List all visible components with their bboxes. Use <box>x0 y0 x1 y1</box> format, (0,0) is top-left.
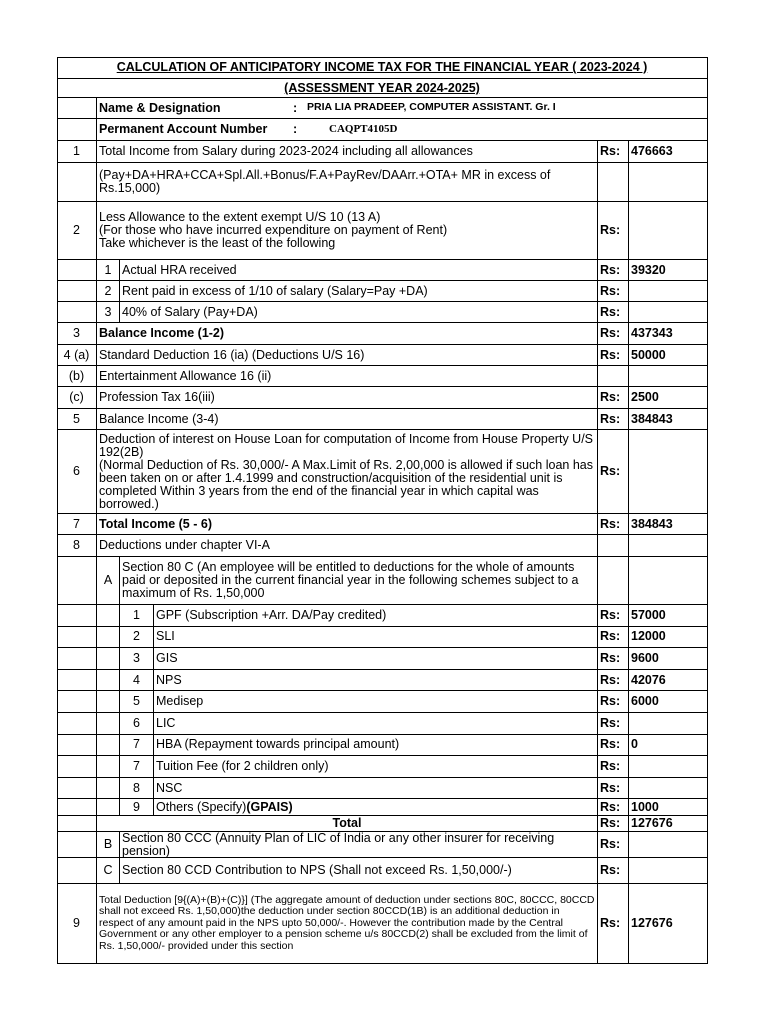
name-label <box>97 98 708 119</box>
item-5-text-text: LIC <box>156 715 176 730</box>
r1-value-text: 476663 <box>631 144 673 158</box>
r1-currency-text: Rs: <box>600 144 621 158</box>
r4b-no-text: (b) <box>68 368 85 383</box>
r8b-letter-text: B <box>103 837 113 852</box>
r2_1-text-text: Actual HRA received <box>122 262 237 277</box>
r5-value <box>629 409 708 430</box>
item-0-no <box>120 605 154 627</box>
r4b-no <box>57 366 97 387</box>
r8c-text <box>120 858 598 884</box>
item-1-pad2 <box>97 627 120 649</box>
r2_2-pad <box>57 281 97 302</box>
r1b-currency <box>598 163 629 202</box>
item-2-value-text: 9600 <box>631 650 659 665</box>
item-6-pad2 <box>97 735 120 757</box>
item-1-text-text: SLI <box>156 629 175 644</box>
r5-currency-text: Rs: <box>600 411 621 426</box>
item-5-currency-text: Rs: <box>600 715 621 730</box>
r2_3-pad <box>57 302 97 323</box>
r8b-letter <box>97 832 120 858</box>
r4a-currency-text: Rs: <box>600 347 621 362</box>
r8b-currency-text: Rs: <box>600 837 621 852</box>
r4b-text-text: Entertainment Allowance 16 (ii) <box>99 368 272 383</box>
item-3-pad1 <box>57 670 97 692</box>
total-pad <box>57 816 97 832</box>
item-7-currency-text: Rs: <box>600 758 621 773</box>
r8a-text <box>120 557 598 605</box>
item-3-currency <box>598 670 629 692</box>
item-7-pad2 <box>97 756 120 778</box>
r1-no <box>57 141 97 163</box>
r2_2-currency <box>598 281 629 302</box>
r2_1-no-text: 1 <box>104 262 112 277</box>
others-text-bold-text: (GPAIS) <box>246 799 293 814</box>
r2_3-currency <box>598 302 629 323</box>
item-3-value <box>629 670 708 692</box>
pan-label <box>97 119 708 141</box>
r8a-value <box>629 557 708 605</box>
r8a-letter-text: A <box>103 573 113 587</box>
r5-text-text: Balance Income (3-4) <box>99 411 219 426</box>
r8b-text <box>120 832 598 858</box>
r8a-text-text: Section 80 C (An employee will be entitled to deductions for the whole of amounts paid or deposited in the current financial year in the following schemes subject to a maximum of Rs. 1,50,000 <box>122 560 579 600</box>
item-3-text <box>154 670 598 692</box>
item-4-currency <box>598 691 629 713</box>
r1-no-text: 1 <box>73 144 80 158</box>
item-6-no <box>120 735 154 757</box>
r7-value-text: 384843 <box>631 516 673 531</box>
r2_3-no <box>97 302 120 323</box>
r4b-text <box>97 366 598 387</box>
r3-currency <box>598 323 629 345</box>
r8-text-text: Deductions under chapter VI-A <box>99 538 270 552</box>
r3-currency-text: Rs: <box>600 326 621 340</box>
others-no-text: 9 <box>133 799 140 814</box>
r4b-value <box>629 366 708 387</box>
subtitle: (ASSESSMENT YEAR 2024-2025) <box>57 79 708 98</box>
name-label-text: Name & Designation <box>99 100 221 115</box>
r9-value-text: 127676 <box>631 916 673 931</box>
r7-currency <box>598 514 629 535</box>
item-0-pad1 <box>57 605 97 627</box>
r7-value <box>629 514 708 535</box>
item-5-currency <box>598 713 629 735</box>
r2_2-text <box>120 281 598 302</box>
item-0-no-text: 1 <box>133 607 140 622</box>
r4c-currency <box>598 387 629 409</box>
r6-currency-text: Rs: <box>600 464 621 478</box>
r5-value-text: 384843 <box>631 411 673 426</box>
pan-value: CAQPT4105D <box>329 123 398 135</box>
item-1-pad1 <box>57 627 97 649</box>
r7-no-text: 7 <box>73 516 80 531</box>
r1-currency <box>598 141 629 163</box>
item-6-no-text: 7 <box>133 737 140 752</box>
others-no <box>120 799 154 816</box>
item-0-value <box>629 605 708 627</box>
r2_2-text-text: Rent paid in excess of 1/10 of salary (Salary=Pay +DA) <box>122 283 428 298</box>
item-8-no-text: 8 <box>133 780 140 795</box>
r1b-no <box>57 163 97 202</box>
others-text-text: Others (Specify) <box>156 799 247 814</box>
item-6-currency <box>598 735 629 757</box>
total-value <box>629 816 708 832</box>
r8a-currency <box>598 557 629 605</box>
r2_2-no <box>97 281 120 302</box>
r8b-text-text: Section 80 CCC (Annuity Plan of LIC of India or any other insurer for receiving pension) <box>122 832 555 858</box>
r6-value <box>629 430 708 514</box>
r9-value <box>629 884 708 964</box>
r2_1-value-text: 39320 <box>631 262 666 277</box>
r8c-letter-text: C <box>103 863 113 878</box>
others-currency <box>598 799 629 816</box>
item-7-value <box>629 756 708 778</box>
item-5-pad2 <box>97 713 120 735</box>
r4a-text-text: Standard Deduction 16 (ia) (Deductions U/S 16) <box>99 347 365 362</box>
item-7-text-text: Tuition Fee (for 2 children only) <box>156 758 329 773</box>
item-4-value-text: 6000 <box>631 694 659 709</box>
tax-calculation-sheet <box>57 57 708 964</box>
item-8-no <box>120 778 154 800</box>
item-8-currency-text: Rs: <box>600 780 621 795</box>
r2_1-no <box>97 260 120 281</box>
r8-no-text: 8 <box>73 538 80 552</box>
r9-no-text: 9 <box>73 916 80 931</box>
item-6-value-text: 0 <box>631 737 638 752</box>
r1b-text <box>97 163 598 202</box>
pan-colon: : <box>293 122 298 136</box>
r8b-value <box>629 832 708 858</box>
item-5-no <box>120 713 154 735</box>
item-8-text <box>154 778 598 800</box>
item-8-pad1 <box>57 778 97 800</box>
r2_2-value <box>629 281 708 302</box>
r2-currency <box>598 202 629 260</box>
r1-text-text: Total Income from Salary during 2023-2024 including all allowances <box>99 144 473 158</box>
r7-no <box>57 514 97 535</box>
total-label-text: Total <box>332 816 362 831</box>
r8c-letter <box>97 858 120 884</box>
item-5-text <box>154 713 598 735</box>
r2_3-no-text: 3 <box>104 304 112 319</box>
item-1-no <box>120 627 154 649</box>
item-2-currency <box>598 648 629 670</box>
item-2-no <box>120 648 154 670</box>
item-0-currency-text: Rs: <box>600 607 621 622</box>
item-1-text <box>154 627 598 649</box>
others-pad2 <box>97 799 120 816</box>
r2_2-currency-text: Rs: <box>600 283 621 298</box>
r8a-letter <box>97 557 120 605</box>
item-7-no-text: 7 <box>133 758 140 773</box>
item-2-value <box>629 648 708 670</box>
item-7-no <box>120 756 154 778</box>
r4c-value <box>629 387 708 409</box>
others-currency-text: Rs: <box>600 799 621 814</box>
r2-value <box>629 202 708 260</box>
item-4-currency-text: Rs: <box>600 694 621 709</box>
title: CALCULATION OF ANTICIPATORY INCOME TAX FOR THE FINANCIAL YEAR ( 2023-2024 ) <box>57 57 708 79</box>
r8-text <box>97 535 598 557</box>
r4c-text <box>97 387 598 409</box>
item-7-pad1 <box>57 756 97 778</box>
name-value: PRIA LIA PRADEEP, COMPUTER ASSISTANT. Gr. I <box>307 101 556 114</box>
others-pad1 <box>57 799 97 816</box>
item-6-pad1 <box>57 735 97 757</box>
r9-text <box>97 884 598 964</box>
r6-text-text: Deduction of interest on House Loan for computation of Income from House Property U/S 192(2B) (Normal Deduction of Rs. 30,000/- A Max.Limit of Rs. 2,00,000 is allowed if such loan has been taken on or after 1.4.1999 and construction/acquisition of the residential unit is completed Within 3 years from the end of the financial year in which capital was borrowed.) <box>99 431 594 511</box>
r6-text <box>97 430 598 514</box>
item-2-text-text: GIS <box>156 650 178 665</box>
r2_1-pad <box>57 260 97 281</box>
r2-text-text: Less Allowance to the extent exempt U/S 10 (13 A) (For those who have incurred expenditure on payment of Rent) Take whichever is the least of the following <box>99 210 448 250</box>
item-4-value <box>629 691 708 713</box>
item-5-pad1 <box>57 713 97 735</box>
item-0-text-text: GPF (Subscription +Arr. DA/Pay credited) <box>156 607 387 622</box>
total-value-text: 127676 <box>631 816 673 831</box>
r9-currency-text: Rs: <box>600 916 621 931</box>
r7-text <box>97 514 598 535</box>
r3-no <box>57 323 97 345</box>
r1-value <box>629 141 708 163</box>
r3-no-text: 3 <box>73 326 80 340</box>
r6-currency <box>598 430 629 514</box>
others-value-text: 1000 <box>631 799 659 814</box>
r8-no <box>57 535 97 557</box>
r3-value-text: 437343 <box>631 326 673 340</box>
pan-no-cell <box>57 119 97 141</box>
r8c-pad <box>57 858 97 884</box>
item-3-text-text: NPS <box>156 672 182 687</box>
r8b-pad <box>57 832 97 858</box>
item-0-currency <box>598 605 629 627</box>
r2_3-currency-text: Rs: <box>600 304 621 319</box>
item-8-pad2 <box>97 778 120 800</box>
r4b-currency <box>598 366 629 387</box>
others-text <box>154 799 598 816</box>
item-6-currency-text: Rs: <box>600 737 621 752</box>
item-1-no-text: 2 <box>133 629 140 644</box>
r2_1-value <box>629 260 708 281</box>
item-2-no-text: 3 <box>133 650 140 665</box>
item-5-no-text: 6 <box>133 715 140 730</box>
item-4-text <box>154 691 598 713</box>
total-currency <box>598 816 629 832</box>
item-6-text-text: HBA (Repayment towards principal amount) <box>156 737 400 752</box>
r3-text <box>97 323 598 345</box>
r4a-value <box>629 345 708 366</box>
item-1-currency <box>598 627 629 649</box>
r5-currency <box>598 409 629 430</box>
item-6-value <box>629 735 708 757</box>
r2_3-text <box>120 302 598 323</box>
item-3-no-text: 4 <box>133 672 140 687</box>
r4c-value-text: 2500 <box>631 390 659 404</box>
item-1-value <box>629 627 708 649</box>
r2_1-currency-text: Rs: <box>600 262 621 277</box>
r4a-text <box>97 345 598 366</box>
r8-value <box>629 535 708 557</box>
r2-text <box>97 202 598 260</box>
item-4-no-text: 5 <box>133 694 140 709</box>
r3-text-text: Balance Income (1-2) <box>99 326 225 340</box>
r6-no <box>57 430 97 514</box>
r1b-text-text: (Pay+DA+HRA+CCA+Spl.All.+Bonus/F.A+PayRev/DAArr.+OTA+ MR in excess of Rs.15,000) <box>99 168 551 195</box>
r5-no <box>57 409 97 430</box>
item-8-value <box>629 778 708 800</box>
item-6-text <box>154 735 598 757</box>
others-value <box>629 799 708 816</box>
r7-currency-text: Rs: <box>600 516 621 531</box>
r4c-text-text: Profession Tax 16(iii) <box>99 390 215 404</box>
r4a-no <box>57 345 97 366</box>
r2_1-text <box>120 260 598 281</box>
r5-no-text: 5 <box>73 411 80 426</box>
r9-no <box>57 884 97 964</box>
r2-currency-text: Rs: <box>600 223 621 237</box>
r8c-currency-text: Rs: <box>600 863 621 878</box>
r2-no-text: 2 <box>73 223 80 237</box>
item-0-text <box>154 605 598 627</box>
r5-text <box>97 409 598 430</box>
item-7-currency <box>598 756 629 778</box>
r8c-currency <box>598 858 629 884</box>
item-2-text <box>154 648 598 670</box>
r6-no-text: 6 <box>73 464 80 478</box>
item-3-value-text: 42076 <box>631 672 666 687</box>
item-1-value-text: 12000 <box>631 629 666 644</box>
r1-text <box>97 141 598 163</box>
item-3-currency-text: Rs: <box>600 672 621 687</box>
r4c-no <box>57 387 97 409</box>
r2_2-no-text: 2 <box>104 283 112 298</box>
r3-value <box>629 323 708 345</box>
total-label <box>97 816 598 832</box>
item-7-text <box>154 756 598 778</box>
r8c-text-text: Section 80 CCD Contribution to NPS (Shall not exceed Rs. 1,50,000/-) <box>122 863 512 878</box>
name-no-cell <box>57 98 97 119</box>
item-4-no <box>120 691 154 713</box>
r8c-value <box>629 858 708 884</box>
item-3-pad2 <box>97 670 120 692</box>
r9-currency <box>598 884 629 964</box>
r8b-currency <box>598 832 629 858</box>
name-colon: : <box>293 100 298 115</box>
item-0-pad2 <box>97 605 120 627</box>
r4a-no-text: 4 (a) <box>63 347 90 362</box>
r9-text-text: Total Deduction [9{(A)+(B)+(C)}] (The aggregate amount of deduction under sections 80C, 80CCC, 80CCD shall not exceed Rs. 1,50,000)the deduction under section 80CCD(1B) is an additional deduction in respect of any amount paid in the NPS upto 50,000/-. However the contribution made by the Central Government or any other employer to a pension scheme u/s 80CCD(2) shall be excluded from the limit of Rs. 1,50,000/- provided under this section <box>99 893 595 952</box>
r1b-value <box>629 163 708 202</box>
r4c-no-text: (c) <box>69 390 84 404</box>
pan-label-text: Permanent Account Number <box>99 122 268 136</box>
item-5-value <box>629 713 708 735</box>
r4c-currency-text: Rs: <box>600 390 621 404</box>
item-3-no <box>120 670 154 692</box>
item-8-text-text: NSC <box>156 780 183 795</box>
item-4-pad1 <box>57 691 97 713</box>
r8a-pad <box>57 557 97 605</box>
r2_1-currency <box>598 260 629 281</box>
r2-no <box>57 202 97 260</box>
item-2-currency-text: Rs: <box>600 650 621 665</box>
r7-text-text: Total Income (5 - 6) <box>99 516 212 531</box>
total-currency-text: Rs: <box>600 816 621 831</box>
item-2-pad1 <box>57 648 97 670</box>
item-4-text-text: Medisep <box>156 694 204 709</box>
r4a-currency <box>598 345 629 366</box>
item-1-currency-text: Rs: <box>600 629 621 644</box>
r2_3-text-text: 40% of Salary (Pay+DA) <box>122 304 258 319</box>
r4a-value-text: 50000 <box>631 347 666 362</box>
item-4-pad2 <box>97 691 120 713</box>
item-8-currency <box>598 778 629 800</box>
r2_3-value <box>629 302 708 323</box>
item-0-value-text: 57000 <box>631 607 666 622</box>
r8-currency <box>598 535 629 557</box>
item-2-pad2 <box>97 648 120 670</box>
